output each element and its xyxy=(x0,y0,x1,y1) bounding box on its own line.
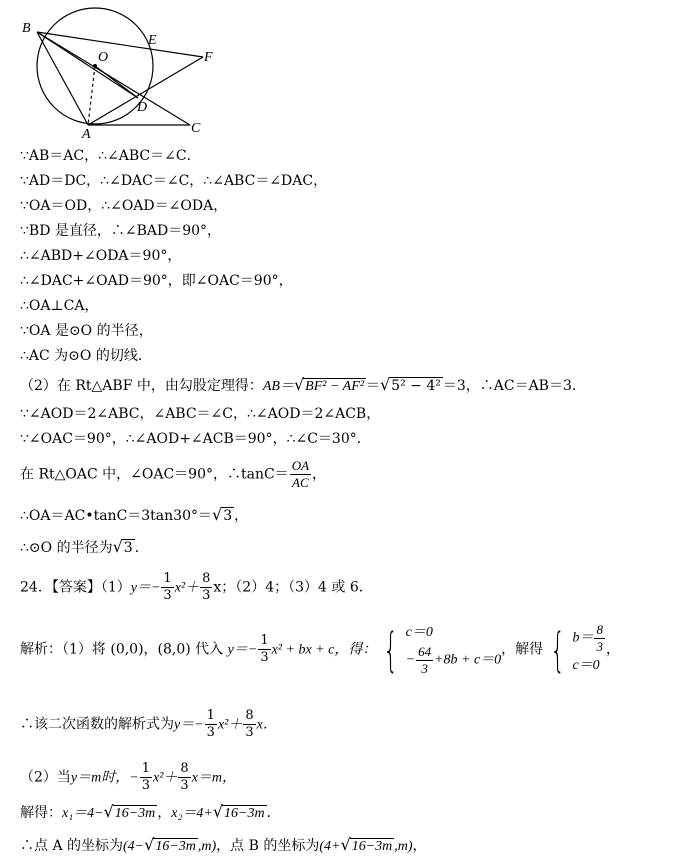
q24-head-text: 24．【答案】（1） xyxy=(20,579,131,596)
part2-l5-rad: 3 xyxy=(223,508,233,524)
tan-denominator: AC xyxy=(292,475,309,490)
q24-expr-text: ∴该二次函数的解析式为 xyxy=(20,716,174,733)
q24-solution-line: 解析：（1）将 (0,0)，(8,0) 代入 y＝− $\frac{1}{3}$ x² + bx + c，得： { c＝0 − $\frac{64}{3}$ +8b + c＝0 ，解得 { b＝ $\frac{8}{3}$ c＝0 ， xyxy=(20,622,620,677)
part2-l4-text: 在 Rt△OAC 中，∠OAC＝90°，∴tanC＝ xyxy=(20,466,289,483)
frac-num: 1 xyxy=(206,708,215,723)
frac-num: 1 xyxy=(260,633,269,648)
q24-roots-line: 解得：x₁＝4−√16−3m ，x₂＝4+√16−3m ． xyxy=(20,802,281,821)
q24-sol-mid: x² + bx + c，得： xyxy=(271,642,377,658)
part2-l6-post: ． xyxy=(134,540,149,556)
system1-frac xyxy=(416,644,433,677)
system1-eq2 xyxy=(406,644,502,677)
system2-eq2: c＝0 xyxy=(572,658,600,673)
label-b: B xyxy=(22,21,31,36)
proof-line-8: ∵OA 是⊙O 的半径， xyxy=(20,323,153,339)
q24-pt-a-open: (4− xyxy=(123,839,145,854)
frac-den: 3 xyxy=(260,650,269,665)
part2-l1-ab: AB＝ xyxy=(262,379,294,394)
segment-oa-dashed xyxy=(88,66,95,125)
label-f: F xyxy=(204,50,213,65)
label-e: E xyxy=(148,33,157,48)
part2-line-3: ∵∠OAC＝90°，∴∠AOD+∠ACB＝90°，∴∠C＝30°． xyxy=(20,431,371,447)
part2-l1-result: ＝3，∴AC＝AB＝3． xyxy=(442,378,586,394)
equation-system-2 xyxy=(572,622,606,677)
q24-p2-frac1 xyxy=(140,761,152,794)
frac-num: 1 xyxy=(163,571,172,586)
frac-num: 1 xyxy=(141,761,150,776)
q24-expr-frac1 xyxy=(205,708,217,741)
system1-eq2-rest: +8b + c＝0 xyxy=(434,652,502,668)
part2-line-6: ∴⊙O 的半径为√3 ． xyxy=(20,537,149,556)
frac-num: 8 xyxy=(245,708,254,723)
part2-line-4 xyxy=(20,458,326,491)
frac-den: 3 xyxy=(202,588,211,603)
q24-head-mid: x²＋ xyxy=(174,580,200,596)
frac-num: 8 xyxy=(202,571,211,586)
label-a: A xyxy=(82,127,91,139)
geometry-figure xyxy=(14,4,244,139)
q24-pt-a-rad: 16−3m xyxy=(155,839,196,854)
q24-pt-b-rad: 16−3m xyxy=(351,839,393,854)
frac-den: 3 xyxy=(163,588,172,603)
proof-line-1: ∵AB＝AC，∴∠ABC＝∠C． xyxy=(20,148,201,164)
frac-num: 8 xyxy=(180,761,189,776)
q24-expr-y: y＝− xyxy=(174,717,204,733)
proof-line-2: ∵AD＝DC，∴∠DAC＝∠C，∴∠ABC＝∠DAC， xyxy=(20,173,328,189)
q24-expression-line xyxy=(20,708,277,741)
q24-head-frac2 xyxy=(200,571,212,604)
part2-l6-text: ∴⊙O 的半径为 xyxy=(20,540,113,556)
q24-sol-y: y＝− xyxy=(227,642,258,658)
q24-root-x1-rad: 16−3m xyxy=(114,806,156,821)
part2-l1-text: （2）在 Rt△ABF 中，由勾股定理得： xyxy=(20,378,263,394)
q24-roots-sep: ， xyxy=(157,805,172,821)
part2-l6-rad: 3 xyxy=(123,540,133,556)
frac-den: 3 xyxy=(421,661,428,676)
q24-pt-a-text: ∴点 A 的坐标为 xyxy=(20,838,124,854)
part2-line-1: （2）在 Rt△ABF 中，由勾股定理得：AB＝√BF² − AF² ＝√5² − 4² ＝3，∴AC＝AB＝3． xyxy=(20,375,586,394)
center-point xyxy=(93,64,97,68)
system2-eq1 xyxy=(572,622,606,655)
part2-l5-text: ∴OA＝AC•tanC＝3tan30°＝ xyxy=(20,508,212,524)
q24-head-frac1 xyxy=(161,571,173,604)
system2-frac xyxy=(594,622,605,655)
q24-answer-line xyxy=(20,571,373,604)
frac-den: 3 xyxy=(180,778,189,793)
q24-roots-text: 解得： xyxy=(20,805,62,821)
q24-head-post: x；（2）4；（3）4 或 6． xyxy=(213,579,373,596)
q24-head-y: y＝− xyxy=(130,580,161,596)
tan-numerator: OA xyxy=(291,458,310,473)
q24-roots-post: ． xyxy=(266,805,281,821)
proof-line-4: ∵BD 是直径，∴∠BAD＝90°， xyxy=(20,223,222,239)
frac-den: 3 xyxy=(596,639,603,654)
proof-line-6: ∴∠DAC+∠OAD＝90°，即∠OAC＝90°， xyxy=(20,273,293,289)
q24-pt-b-close: ,m) xyxy=(394,839,413,854)
equation-system-1 xyxy=(406,622,502,677)
proof-line-5: ∴∠ABD+∠ODA＝90°， xyxy=(20,248,182,264)
q24-root-x2-rad: 16−3m xyxy=(224,806,265,821)
q24-sol-frac xyxy=(258,633,270,666)
proof-line-9: ∴AC 为⊙O 的切线． xyxy=(20,348,152,364)
tan-fraction xyxy=(290,458,311,491)
q24-pt-b-text: ，点 B 的坐标为 xyxy=(216,838,320,854)
frac-den: 3 xyxy=(206,725,215,740)
q24-pt-a-close: ,m) xyxy=(197,839,217,854)
q24-part2-line xyxy=(20,761,236,794)
q24-p2-mid: x²＋ xyxy=(152,770,178,786)
system2-eq1-pre: b＝ xyxy=(572,630,594,646)
part2-line-5: ∴OA＝AC•tanC＝3tan30°＝√3 ， xyxy=(20,505,249,524)
frac-den: 3 xyxy=(245,725,254,740)
label-o: O xyxy=(98,50,109,65)
q24-expr-mid: x²＋ xyxy=(217,717,243,733)
system1-eq1: c＝0 xyxy=(405,625,433,640)
q24-p2-text: （2）当 xyxy=(20,769,71,786)
segment-od xyxy=(95,66,138,98)
q24-p2-post: x＝m， xyxy=(191,770,237,786)
q24-root-x1: x₁＝4− xyxy=(62,806,104,821)
frac-num: 8 xyxy=(596,622,603,637)
frac-den: 3 xyxy=(141,778,150,793)
q24-pt-post: ， xyxy=(412,838,427,854)
q24-p2-cond: y＝m时，− xyxy=(70,770,139,786)
part2-l5-post: ， xyxy=(234,508,249,524)
q24-pt-b-open: (4+ xyxy=(319,839,341,854)
segment-bf xyxy=(37,32,203,57)
q24-points-line: ∴点 A 的坐标为(4−√16−3m ,m)，点 B 的坐标为(4+√16−3m ,m)， xyxy=(20,835,427,854)
segment-ba xyxy=(37,32,88,125)
part2-l4-post: ， xyxy=(312,466,327,483)
proof-line-3: ∵OA＝OD，∴∠OAD＝∠ODA， xyxy=(20,198,228,214)
q24-expr-frac2 xyxy=(243,708,255,741)
part2-l1-rad2: 5² − 4² xyxy=(391,378,441,394)
part2-l1-rad1: BF² − AF² xyxy=(305,379,364,394)
proof-line-7: ∴OA⊥CA， xyxy=(20,298,99,314)
label-d: D xyxy=(137,100,148,115)
q24-root-x2: x₂＝4+ xyxy=(171,806,213,821)
q24-expr-post: x． xyxy=(256,717,277,733)
q24-sol-post: ， xyxy=(605,641,620,658)
label-c: C xyxy=(191,121,201,136)
frac-num: 64 xyxy=(418,644,432,659)
q24-sol-text: 解析：（1）将 (0,0)，(8,0) 代入 xyxy=(20,641,224,658)
part2-line-2: ∵∠AOD＝2∠ABC，∠ABC＝∠C，∴∠AOD＝2∠ACB， xyxy=(20,406,381,422)
q24-p2-frac2 xyxy=(178,761,190,794)
system1-eq2-sign: − xyxy=(405,652,416,668)
part2-l1-eq: ＝ xyxy=(365,378,380,394)
q24-sol-solve: ，解得 xyxy=(501,641,544,658)
